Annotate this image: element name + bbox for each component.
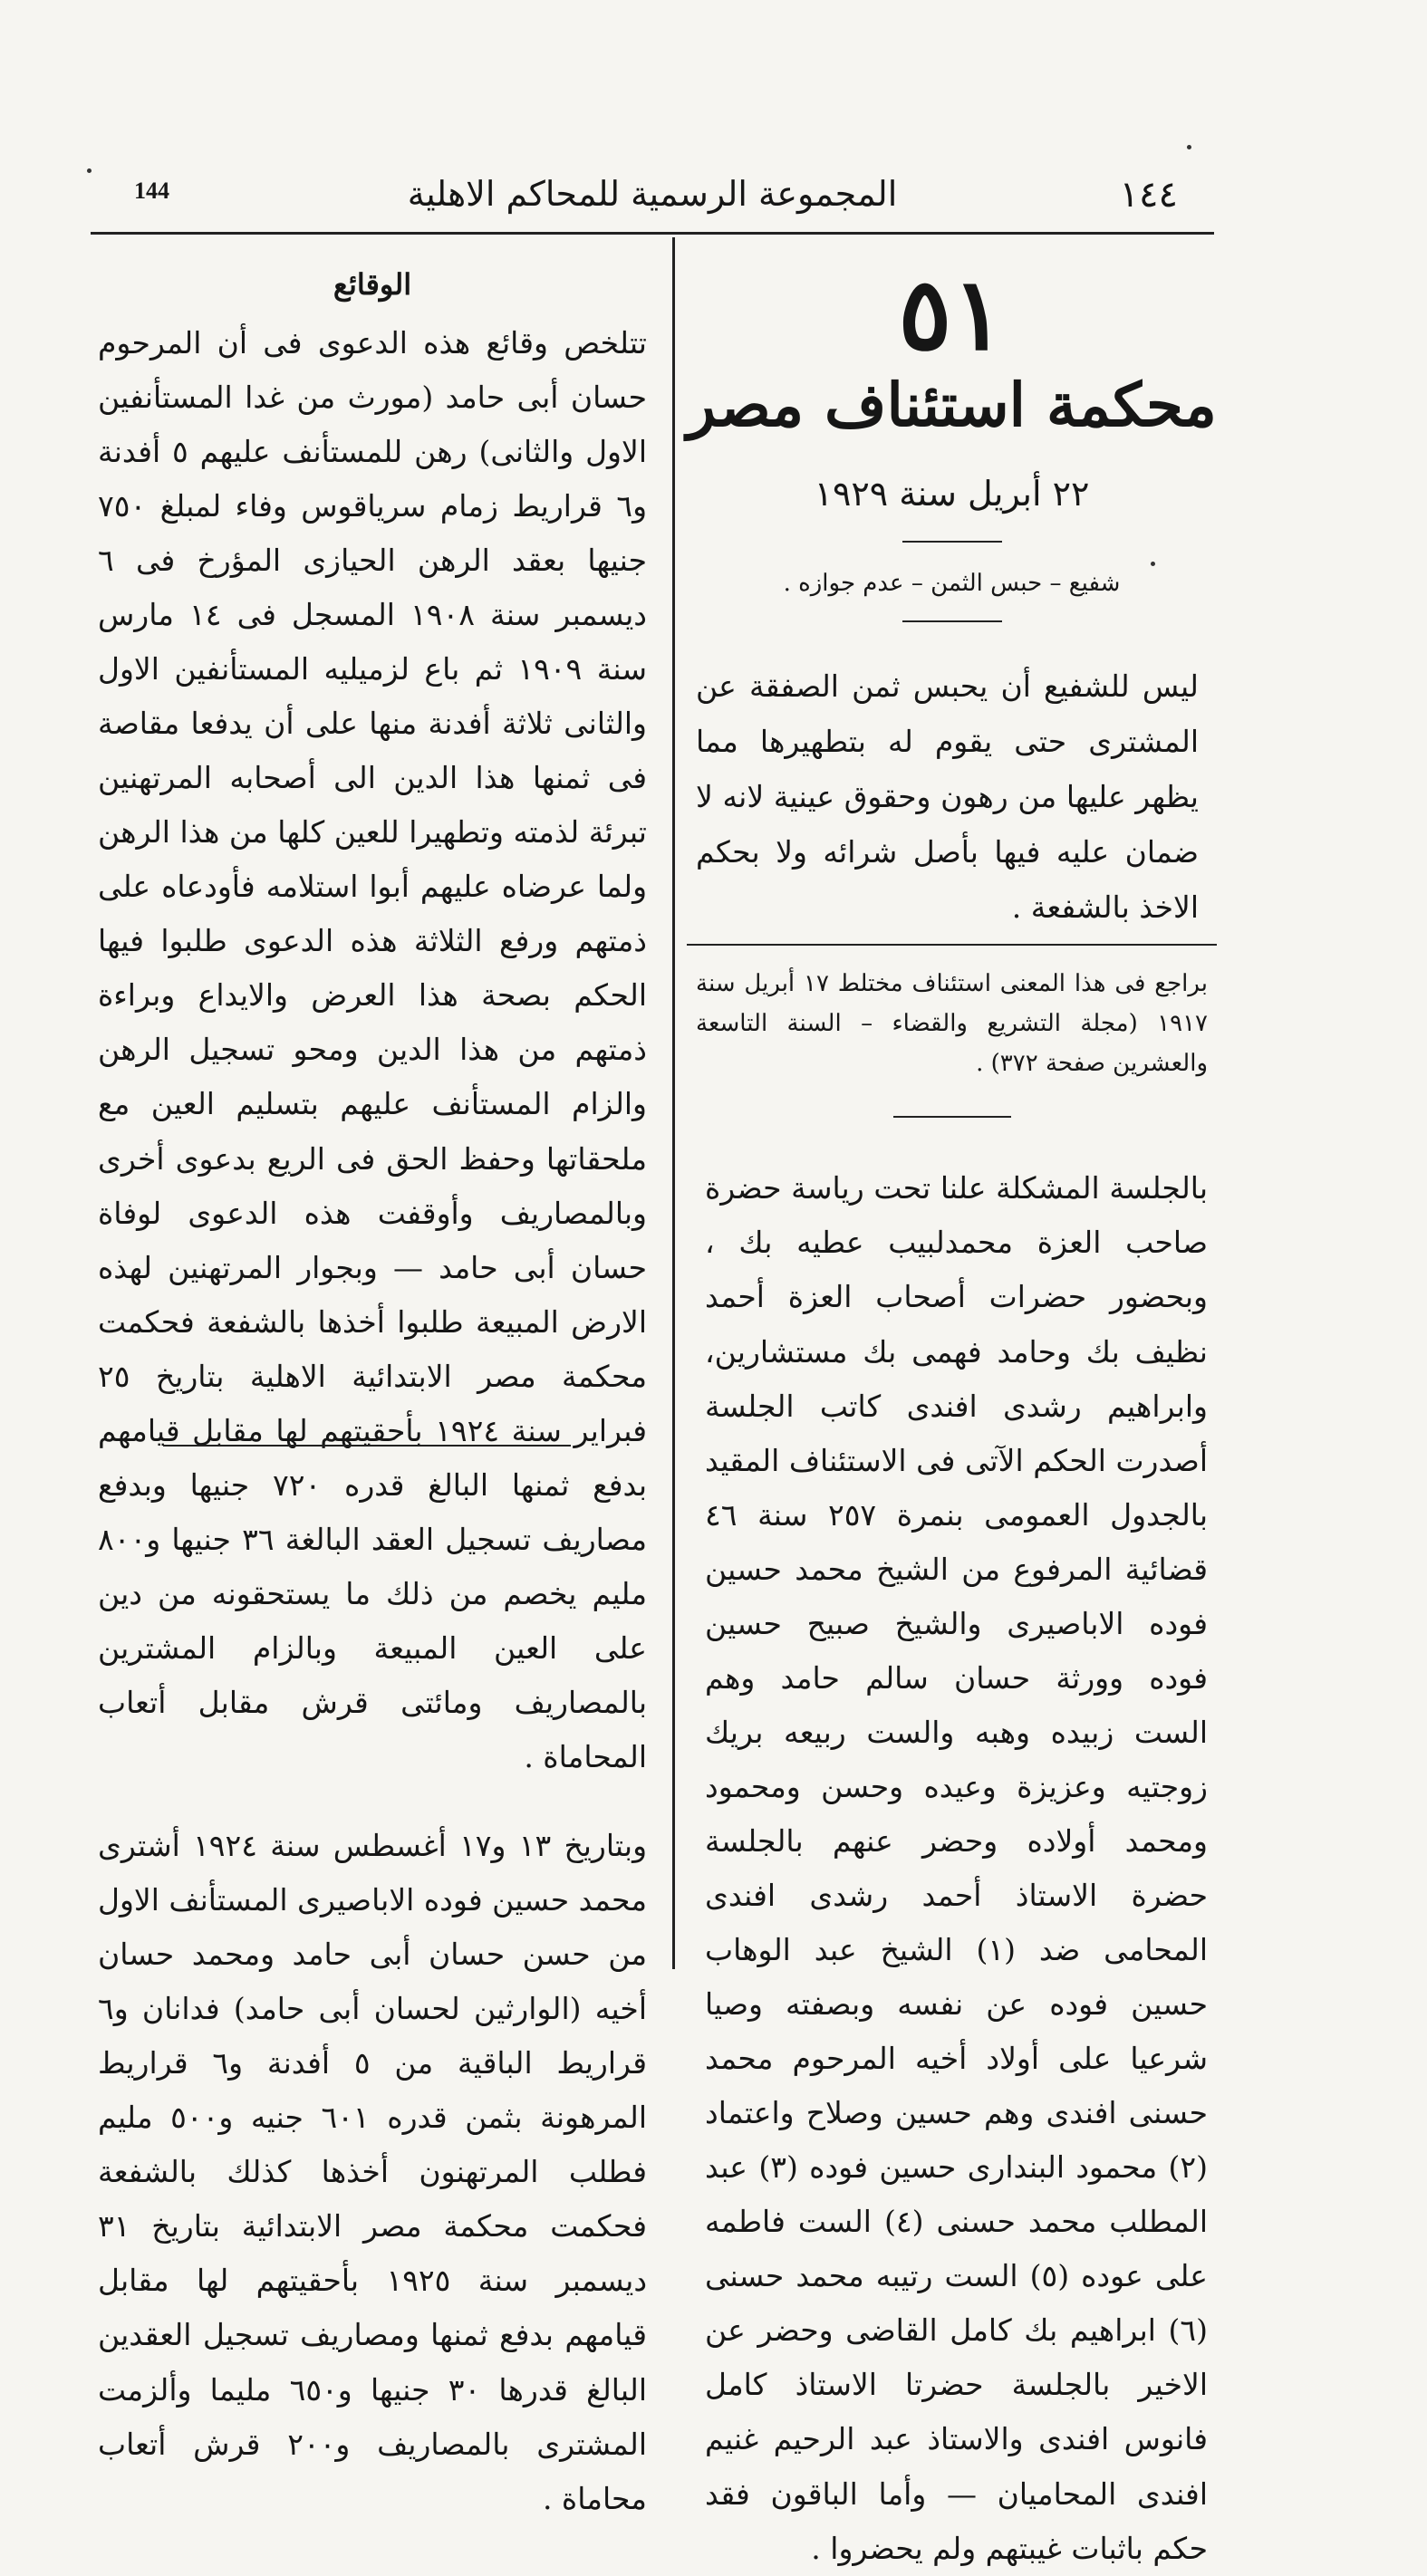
short-divider <box>902 620 1002 622</box>
facts-paragraph-1: تتلخص وقائع هذه الدعوى فى أن المرحوم حسان أبى حامد (مورث من غدا المستأنفين الاول والثانى) رهن للمستأنف عليهم ٥ أفدنة و٦ قراريط زمام سرياقوس وفاء لمبلغ ٧٥٠ جنيها بعقد الرهن الحيازى المؤرخ فى ٦ ديسمبر سنة ١٩٠٨ المسجل فى ١٤ مارس سنة ١٩٠٩ ثم باع لزميليه المستأنفين الاول والثانى ثلاثة أفدنة منها على أن يدفعا مقاصة فى ثمنها هذا الدين الى أصحابه المرتهنين تبرئة لذمته وتطهيرا للعين كلها من هذا الرهن ولما عرضاه عليهم أبوا استلامه فأودعاه على ذمتهم ورفع الثلاثة هذه الدعوى طلبوا فيها الحكم بصحة هذا العرض والايداع وبراءة ذمتهم من هذا الدين ومحو تسجيل الرهن والزام المستأنف عليهم بتسليم العين مع ملحقاتها وحفظ الحق فى الريع بدعوى أخرى وبالمصاريف وأوقفت هذه الدعوى لوفاة حسان أبى حامد — وبجوار المرتهنين لهذه الارض المبيعة طلبوا أخذها بالشفعة فحكمت محكمة مصر الابتدائية الاهلية بتاريخ ٢٥ فبراير سنة ١٩٢٤ بأحقيتهم لها مقابل قيامهم بدفع ثمنها البالغ قدره ٧٢٠ جنيها وبدفع مصاريف تسجيل العقد البالغة ٣٦ جنيها و٨٠٠ مليم يخصم من ذلك ما يستحقونه من دين على العين المبيعة وبالزام المشترين بالمصاريف ومائتى قرش مقابل أتعاب المحاماة . <box>98 324 648 1775</box>
scan-speck <box>1187 145 1191 149</box>
page-header <box>91 174 1214 237</box>
principle-divider <box>687 944 1217 946</box>
scan-speck <box>87 168 92 173</box>
case-number: ٥١ <box>898 255 1006 372</box>
scan-speck <box>1151 562 1155 566</box>
running-title: المجموعة الرسمية للمحاكم الاهلية <box>407 174 898 214</box>
column-divider <box>672 237 675 1969</box>
short-divider <box>902 541 1002 543</box>
legal-principle: ليس للشفيع أن يحبس ثمن الصفقة عن المشترى حتى يقوم له بتطهيرها مما يظهر عليها من رهون وحقوق عينية لانه لا ضمان عليه فيها بأصل شرائه ولا بحكم الاخذ بالشفعة . <box>696 668 1199 925</box>
case-keywords: شفيع – حبس الثمن – عدم جوازه . <box>783 569 1121 597</box>
judgment-body: بالجلسة المشكلة علنا تحت رياسة حضرة صاحب العزة محمدلبيب عطيه بك ، وبحضور حضرات أصحاب العزة أحمد نظيف بك وحامد فهمى بك مستشارين، وابراهيم رشدى افندى كاتب الجلسة أصدرت الحكم الآتى فى الاستئناف المقيد بالجدول العمومى بنمرة ٢٥٧ سنة ٤٦ قضائية المرفوع من الشيخ محمد حسين فوده الاباصيرى والشيخ صبيح حسين فوده وورثة حسان سالم حامد وهم الست زبيده وهبه والست ربيعه بريك زوجتيه وعزيزة وعيده وحسن ومحمود ومحمد أولاده وحضر عنهم بالجلسة حضرة الاستاذ أحمد رشدى افندى المحامى ضد (١) الشيخ عبد الوهاب حسين فوده عن نفسه وبصفته وصيا شرعيا على أولاد أخيه المرحوم محمد حسنى افندى وهم حسين وصلاح واعتماد (٢) محمود البندارى حسين فوده (٣) عبد المطلب محمد حسنى (٤) الست فاطمه على عوده (٥) الست رتيبه محمد حسنى (٦) ابراهيم بك كامل القاضى وحضر عن الاخير بالجلسة حضرتا الاستاذ كامل فانوس افندى والاستاذ عبد الرحيم غنيم افندى المحاميان — وأما الباقون فقد حكم باثبات غيبتهم ولم يحضروا . <box>705 1170 1209 2566</box>
facts-paragraph-2: وبتاريخ ١٣ و١٧ أغسطس سنة ١٩٢٤ أشترى محمد حسين فوده الاباصيرى المستأنف الاول من حسن حسان أبى حامد ومحمد حسان أخيه (الوارثين لحسان أبى حامد) فدانان و٦ قراريط الباقية من ٥ أفدنة و٦ قراريط المرهونة بثمن قدره ٦٠١ جنيه و٥٠٠ مليم فطلب المرتهنون أخذها كذلك بالشفعة فحكمت محكمة مصر الابتدائية بتاريخ ٣١ ديسمبر سنة ١٩٢٥ بأحقيتهم لها مقابل قيامهم بدفع ثمنها ومصاريف تسجيل العقدين البالغ قدرها ٣٠ جنيها و٦٥٠ مليما وألزمت المشترى بالمصاريف و٢٠٠ قرش أتعاب محاماة . <box>98 1828 648 2516</box>
reference-note: براجع فى هذا المعنى استئناف مختلط ١٧ أبريل سنة ١٩١٧ (مجلة التشريع والقضاء – السنة التاسعة والعشرين صفحة ٣٧٢) . <box>696 969 1208 1078</box>
header-rule <box>91 232 1214 235</box>
page-number-latin: 144 <box>134 178 169 204</box>
case-date: ٢٢ أبريل سنة ١٩٢٩ <box>814 474 1090 514</box>
left-column <box>98 237 647 2526</box>
right-column <box>687 237 1217 2576</box>
section-divider <box>893 1116 1011 1118</box>
paragraph-divider <box>163 1445 571 1447</box>
section-title-facts: الوقائع <box>333 267 412 302</box>
page-number-arabic: ١٤٤ <box>1119 174 1178 216</box>
court-name: محكمة استئناف مصر <box>687 370 1217 440</box>
